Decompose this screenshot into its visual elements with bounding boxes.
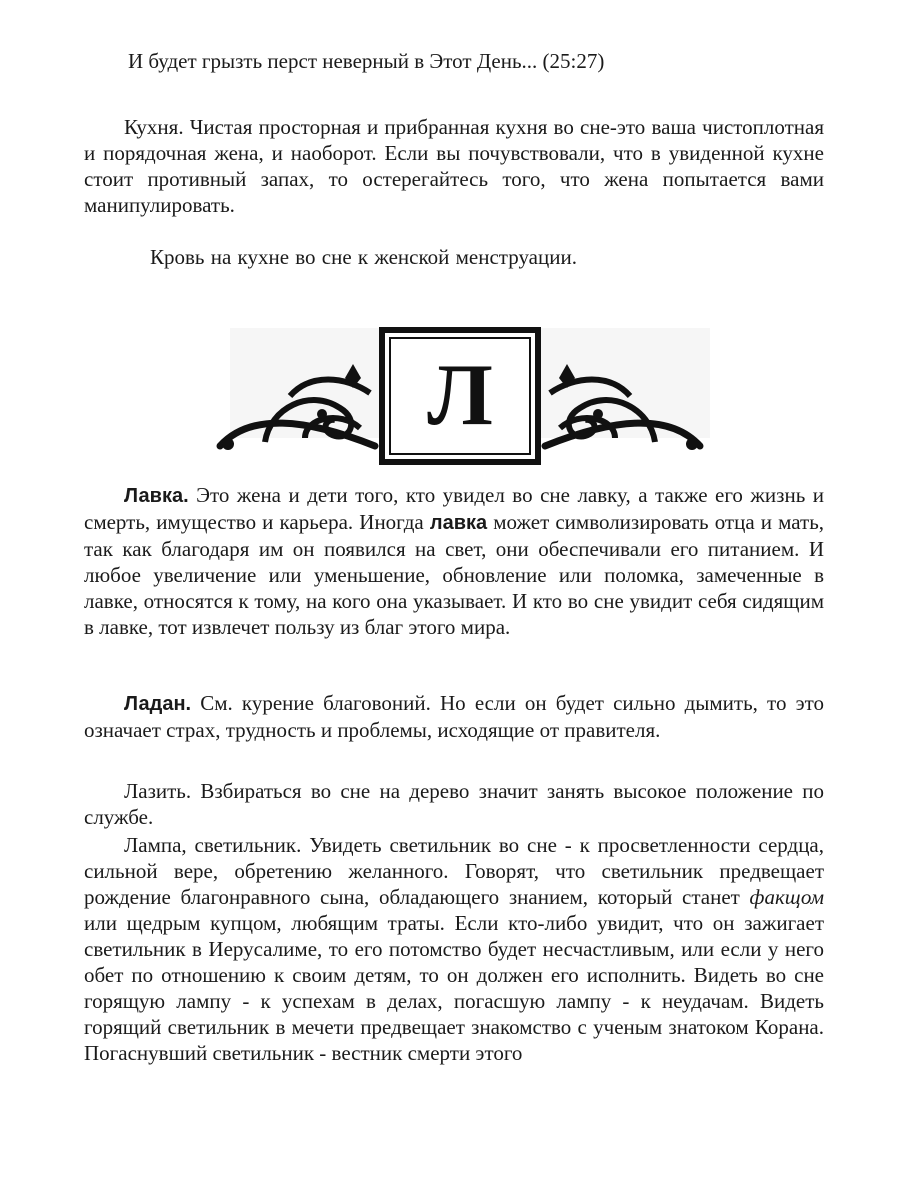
entry-lavka-text-1: Это жена и дети того, кто увидел во сне лавку, а также его жизнь и смерть, имущество и карьера. Иногда: [84, 483, 824, 534]
entry-lampa-text-1: Лампа, светильник. Увидеть светильник во сне - к просветленности сердца, сильной вере, обретению желанного. Говорят, что светильник предвещает рождение благонравного сына, обладающего знанием, который станет: [84, 833, 824, 909]
entry-ladan-text: См. курение благовоний. Но если он будет сильно дымить, то это означает страх, трудность и проблемы, исходящие от правителя.: [84, 691, 824, 742]
entry-lavka-term-inline: лавка: [429, 512, 488, 534]
entry-lampa-text-2: или щедрым купцом, любящим траты. Если кто-либо увидит, что он зажигает светильник в Иерусалиме, то его потомство будет несчастливым, или если у него обет по отношению к своим детям, то он должен его исполнить. Видеть во сне горящую лампу - к успехам в делах, погасшую лампу - к неудачам. Видеть горящий светильник в мечети предвещает знакомство с ученым знатоком Корана. Погаснувший светильник - вестник смерти этого: [84, 911, 824, 1065]
entry-lavka-term: Лавка.: [124, 485, 189, 507]
entry-kitchen-term: Кухня.: [124, 115, 184, 139]
section-letter: Л: [427, 347, 493, 444]
section-letter-ornament: [210, 318, 710, 468]
entry-ladan: [84, 690, 824, 743]
epigraph: И будет грызть перст неверный в Этот День... (25:27): [128, 49, 605, 73]
entry-kitchen: [84, 114, 824, 218]
entry-kitchen-blood: Кровь на кухне во сне к женской менструации.: [150, 245, 577, 269]
entry-kitchen-text: Чистая просторная и прибранная кухня во сне-это ваша чистоплотная и порядочная жена, и наоборот. Если вы почувствовали, что в увиденной кухне стоит противный запах, то остерегайтесь того, что жена попытается вами манипулировать.: [84, 115, 825, 217]
entry-lazit: Лазить. Взбираться во сне на дерево значит занять высокое положение по службе.: [84, 779, 824, 829]
entry-lampa-italic: факщом: [749, 885, 824, 909]
entry-lavka-text-2: может символизировать отца и мать, так как благодаря им он появился на свет, они обеспечивали его питанием. И любое увеличение или уменьшение, обновление или поломка, замеченные в лавке, относятся к тому, на кого она указывает. И кто во сне увидит себя сидящим в лавке, тот извлечет пользу из благ этого мира.: [84, 510, 825, 639]
entry-lampa: [84, 832, 824, 1066]
entry-ladan-term: Ладан.: [124, 693, 192, 715]
entry-lavka: [84, 482, 824, 640]
